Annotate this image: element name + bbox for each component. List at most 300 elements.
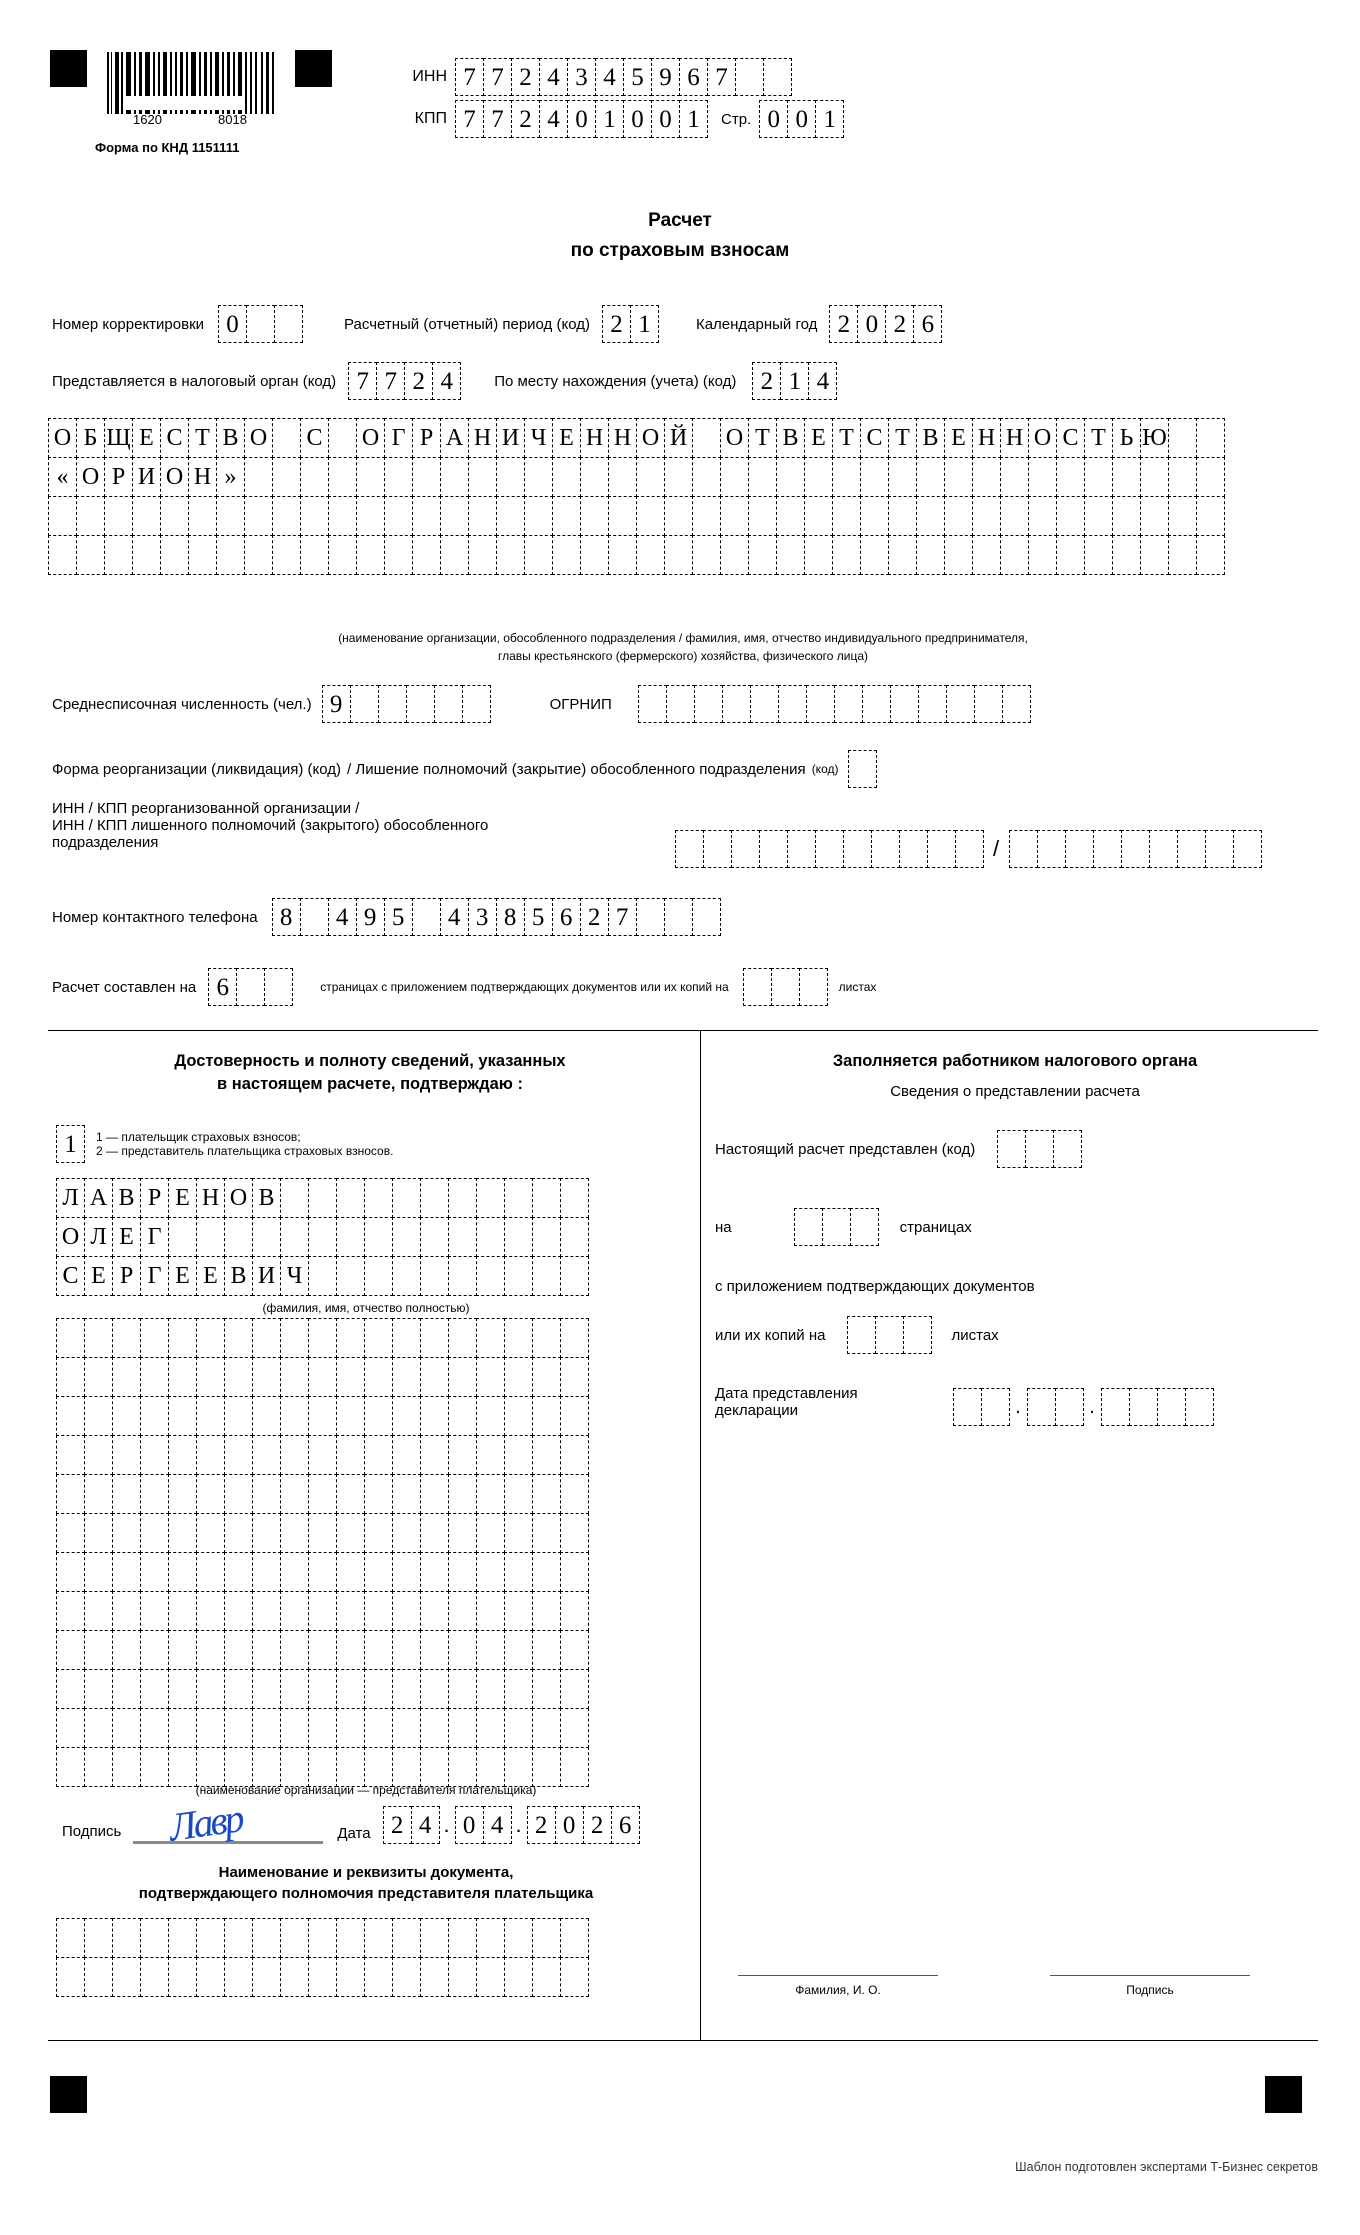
cell[interactable] (56, 1552, 85, 1592)
cell[interactable] (112, 1669, 141, 1709)
cell[interactable] (168, 1552, 197, 1592)
cell[interactable]: А (440, 418, 469, 458)
cell[interactable] (140, 1396, 169, 1436)
cell[interactable] (84, 1513, 113, 1553)
cell[interactable] (280, 1918, 309, 1958)
cell[interactable]: Л (84, 1217, 113, 1257)
cell[interactable] (364, 1957, 393, 1997)
cell[interactable]: О (720, 418, 749, 458)
cell[interactable]: 2 (583, 1806, 612, 1844)
cell[interactable] (272, 457, 301, 497)
cell[interactable] (84, 1747, 113, 1787)
cell[interactable] (196, 1396, 225, 1436)
cell[interactable] (532, 1435, 561, 1475)
cell[interactable] (336, 1747, 365, 1787)
cell[interactable] (56, 1357, 85, 1397)
cell[interactable] (76, 535, 105, 575)
cell[interactable] (997, 1130, 1026, 1168)
cell[interactable] (384, 457, 413, 497)
grid-row[interactable] (56, 1435, 588, 1475)
cell[interactable] (308, 1217, 337, 1257)
cell[interactable] (392, 1669, 421, 1709)
cell[interactable] (560, 1591, 589, 1631)
cell[interactable] (944, 496, 973, 536)
cell[interactable] (532, 1474, 561, 1514)
cell[interactable] (280, 1474, 309, 1514)
cell[interactable] (743, 968, 772, 1006)
cell[interactable]: 0 (218, 305, 247, 343)
cell[interactable] (140, 1957, 169, 1997)
cell[interactable]: 6 (679, 58, 708, 96)
cell[interactable] (1027, 1388, 1056, 1426)
cell[interactable] (875, 1316, 904, 1354)
cell[interactable] (224, 1747, 253, 1787)
cell[interactable] (112, 1630, 141, 1670)
grid-row[interactable] (56, 1552, 588, 1592)
cell[interactable] (244, 457, 273, 497)
cell[interactable]: 0 (555, 1806, 584, 1844)
cell[interactable] (196, 1357, 225, 1397)
cell[interactable] (448, 1474, 477, 1514)
cell[interactable] (252, 1357, 281, 1397)
cell[interactable] (168, 1513, 197, 1553)
kpp-field[interactable] (455, 100, 707, 138)
cell[interactable] (1168, 535, 1197, 575)
cell[interactable] (168, 1957, 197, 1997)
cell[interactable] (862, 685, 891, 723)
cell[interactable]: 8 (272, 898, 301, 936)
cell[interactable] (56, 1435, 85, 1475)
cell[interactable] (420, 1396, 449, 1436)
cell[interactable] (806, 685, 835, 723)
cell[interactable] (476, 1256, 505, 1296)
cell[interactable]: 4 (440, 898, 469, 936)
cell[interactable] (224, 1357, 253, 1397)
cell[interactable] (364, 1178, 393, 1218)
cell[interactable] (412, 496, 441, 536)
cell[interactable] (168, 1435, 197, 1475)
cell[interactable] (216, 496, 245, 536)
cell[interactable] (504, 1178, 533, 1218)
cell[interactable] (638, 685, 667, 723)
cell[interactable] (664, 457, 693, 497)
cell[interactable]: О (48, 418, 77, 458)
cell[interactable] (56, 1318, 85, 1358)
cell[interactable] (468, 457, 497, 497)
org-name-line-3[interactable] (48, 496, 1224, 536)
cell[interactable] (636, 496, 665, 536)
cell[interactable] (244, 535, 273, 575)
cell[interactable]: 8 (496, 898, 525, 936)
cell[interactable] (1233, 830, 1262, 868)
cell[interactable] (916, 535, 945, 575)
cell[interactable] (804, 496, 833, 536)
cell[interactable] (860, 535, 889, 575)
cell[interactable] (1185, 1388, 1214, 1426)
cell[interactable] (280, 1357, 309, 1397)
cell[interactable] (336, 1396, 365, 1436)
cell[interactable]: 1 (780, 362, 809, 400)
cell[interactable]: 2 (527, 1806, 556, 1844)
grid-row[interactable] (56, 1513, 588, 1553)
cell[interactable]: О (76, 457, 105, 497)
cell[interactable] (476, 1357, 505, 1397)
cell[interactable] (504, 1318, 533, 1358)
cell[interactable] (1196, 535, 1225, 575)
cell[interactable] (280, 1708, 309, 1748)
cell[interactable] (272, 535, 301, 575)
cell[interactable] (504, 1435, 533, 1475)
grid-row[interactable] (56, 1708, 588, 1748)
cell[interactable] (364, 1435, 393, 1475)
cell[interactable] (364, 1669, 393, 1709)
cell[interactable] (196, 1669, 225, 1709)
cell[interactable] (1025, 1130, 1054, 1168)
cell[interactable]: С (300, 418, 329, 458)
cell[interactable] (560, 1708, 589, 1748)
period-field[interactable] (602, 305, 658, 343)
cell[interactable]: Т (1084, 418, 1113, 458)
cell[interactable] (748, 457, 777, 497)
cell[interactable]: 2 (404, 362, 433, 400)
cell[interactable] (462, 685, 491, 723)
cell[interactable] (448, 1669, 477, 1709)
cell[interactable] (280, 1396, 309, 1436)
cell[interactable] (1196, 418, 1225, 458)
cell[interactable] (1000, 457, 1029, 497)
cell[interactable]: С (160, 418, 189, 458)
cell[interactable] (1129, 1388, 1158, 1426)
cell[interactable] (336, 1708, 365, 1748)
cell[interactable] (224, 1474, 253, 1514)
cell[interactable]: Е (168, 1178, 197, 1218)
cell[interactable] (196, 1435, 225, 1475)
cell[interactable] (1177, 830, 1206, 868)
cell[interactable] (504, 1513, 533, 1553)
cell[interactable] (1000, 535, 1029, 575)
cell[interactable] (1101, 1388, 1130, 1426)
cell[interactable] (972, 535, 1001, 575)
cell[interactable]: 3 (567, 58, 596, 96)
cell[interactable]: Т (188, 418, 217, 458)
cell[interactable]: В (224, 1256, 253, 1296)
cell[interactable] (692, 898, 721, 936)
cell[interactable] (720, 457, 749, 497)
cell[interactable]: Е (84, 1256, 113, 1296)
cell[interactable] (168, 1708, 197, 1748)
cell[interactable] (280, 1630, 309, 1670)
cell[interactable] (580, 457, 609, 497)
cell[interactable] (944, 535, 973, 575)
cell[interactable] (56, 1513, 85, 1553)
cell[interactable]: И (496, 418, 525, 458)
cell[interactable] (1168, 418, 1197, 458)
cell[interactable] (636, 535, 665, 575)
org-rep-block[interactable] (56, 1318, 588, 1787)
cell[interactable] (832, 535, 861, 575)
grid-row[interactable] (56, 1669, 588, 1709)
cell[interactable] (799, 968, 828, 1006)
cell[interactable] (476, 1435, 505, 1475)
cell[interactable] (560, 1957, 589, 1997)
cell[interactable] (196, 1918, 225, 1958)
cell[interactable] (496, 535, 525, 575)
cell[interactable]: 6 (913, 305, 942, 343)
cell[interactable] (692, 496, 721, 536)
cell[interactable] (168, 1747, 197, 1787)
cell[interactable] (364, 1396, 393, 1436)
cell[interactable] (476, 1918, 505, 1958)
cell[interactable] (694, 685, 723, 723)
cell[interactable] (476, 1217, 505, 1257)
cell[interactable] (532, 1747, 561, 1787)
cell[interactable] (392, 1918, 421, 1958)
cell[interactable] (776, 535, 805, 575)
cell[interactable]: 7 (608, 898, 637, 936)
cell[interactable] (476, 1747, 505, 1787)
cell[interactable] (692, 535, 721, 575)
cell[interactable] (560, 1217, 589, 1257)
cell[interactable] (140, 1591, 169, 1631)
cell[interactable] (532, 1357, 561, 1397)
cell[interactable] (252, 1591, 281, 1631)
cell[interactable]: Т (888, 418, 917, 458)
cell[interactable] (692, 418, 721, 458)
cell[interactable] (356, 496, 385, 536)
cell[interactable] (532, 1256, 561, 1296)
cell[interactable]: Е (552, 418, 581, 458)
cell[interactable] (224, 1957, 253, 1997)
cell[interactable]: 0 (787, 100, 816, 138)
cell[interactable] (420, 1474, 449, 1514)
cell[interactable] (336, 1957, 365, 1997)
cell[interactable] (384, 496, 413, 536)
cell[interactable] (420, 1591, 449, 1631)
cell[interactable] (112, 1474, 141, 1514)
cell[interactable] (1112, 535, 1141, 575)
cell[interactable] (84, 1957, 113, 1997)
cell[interactable] (532, 1630, 561, 1670)
cell[interactable]: О (224, 1178, 253, 1218)
cell[interactable] (328, 418, 357, 458)
cell[interactable] (972, 496, 1001, 536)
cell[interactable] (336, 1513, 365, 1553)
cell[interactable] (140, 1357, 169, 1397)
cell[interactable] (392, 1552, 421, 1592)
cell[interactable] (132, 496, 161, 536)
cell[interactable] (974, 685, 1003, 723)
cell[interactable] (76, 496, 105, 536)
cell[interactable] (504, 1630, 533, 1670)
cell[interactable] (476, 1396, 505, 1436)
org-name-line-4[interactable] (48, 535, 1224, 575)
cell[interactable] (1157, 1388, 1186, 1426)
cell[interactable] (468, 496, 497, 536)
cell[interactable] (1140, 496, 1169, 536)
tax-office-submitted-field[interactable] (997, 1130, 1081, 1168)
cell[interactable] (188, 496, 217, 536)
cell[interactable] (420, 1630, 449, 1670)
cell[interactable] (84, 1357, 113, 1397)
cell[interactable] (532, 1669, 561, 1709)
cell[interactable] (84, 1474, 113, 1514)
cell[interactable] (196, 1474, 225, 1514)
cell[interactable] (560, 1669, 589, 1709)
cell[interactable] (392, 1256, 421, 1296)
cell[interactable] (412, 457, 441, 497)
cell[interactable] (308, 1669, 337, 1709)
cell[interactable] (252, 1435, 281, 1475)
cell[interactable] (274, 305, 303, 343)
cell[interactable] (252, 1318, 281, 1358)
cell[interactable]: 9 (356, 898, 385, 936)
cell[interactable] (504, 1957, 533, 1997)
cell[interactable] (1084, 496, 1113, 536)
cell[interactable]: Р (104, 457, 133, 497)
cell[interactable]: 7 (483, 100, 512, 138)
cell[interactable]: С (1056, 418, 1085, 458)
cell[interactable]: 1 (56, 1125, 85, 1163)
cell[interactable] (140, 1435, 169, 1475)
cell[interactable] (168, 1918, 197, 1958)
cell[interactable] (140, 1513, 169, 1553)
cell[interactable]: 4 (808, 362, 837, 400)
cell[interactable]: 6 (552, 898, 581, 936)
cell[interactable] (666, 685, 695, 723)
cell[interactable] (84, 1708, 113, 1748)
cell[interactable] (1084, 535, 1113, 575)
cell[interactable]: 1 (595, 100, 624, 138)
cell[interactable] (560, 1918, 589, 1958)
cell[interactable] (350, 685, 379, 723)
cell[interactable]: Е (804, 418, 833, 458)
cell[interactable] (524, 457, 553, 497)
cell[interactable] (300, 535, 329, 575)
cell[interactable] (748, 496, 777, 536)
cell[interactable] (406, 685, 435, 723)
cell[interactable] (280, 1435, 309, 1475)
cell[interactable] (140, 1318, 169, 1358)
cell[interactable] (160, 535, 189, 575)
cell[interactable] (448, 1552, 477, 1592)
cell[interactable] (560, 1474, 589, 1514)
cell[interactable] (308, 1708, 337, 1748)
cell[interactable] (888, 535, 917, 575)
authority-doc-grid[interactable] (56, 1918, 588, 1997)
cell[interactable] (532, 1957, 561, 1997)
cell[interactable] (392, 1217, 421, 1257)
cell[interactable] (890, 685, 919, 723)
cell[interactable]: 2 (580, 898, 609, 936)
attachment-pages-field[interactable] (743, 968, 827, 1006)
cell[interactable] (420, 1318, 449, 1358)
cell[interactable] (731, 830, 760, 868)
cell[interactable] (56, 1669, 85, 1709)
cell[interactable] (504, 1217, 533, 1257)
cell[interactable] (84, 1552, 113, 1592)
cell[interactable] (188, 535, 217, 575)
cell[interactable] (1168, 496, 1197, 536)
cell[interactable] (448, 1513, 477, 1553)
cell[interactable] (252, 1669, 281, 1709)
cell[interactable] (1112, 457, 1141, 497)
cell[interactable]: В (916, 418, 945, 458)
cell[interactable]: Г (140, 1217, 169, 1257)
cell[interactable] (384, 535, 413, 575)
cell[interactable] (56, 1630, 85, 1670)
cell[interactable]: 9 (651, 58, 680, 96)
cell[interactable] (560, 1435, 589, 1475)
cell[interactable]: 4 (411, 1806, 440, 1844)
cell[interactable] (1149, 830, 1178, 868)
date-month-field[interactable] (455, 1806, 511, 1844)
ogrnip-field[interactable] (638, 685, 1030, 723)
year-field[interactable] (829, 305, 941, 343)
cell[interactable] (364, 1256, 393, 1296)
cell[interactable] (476, 1669, 505, 1709)
cell[interactable] (112, 1318, 141, 1358)
cell[interactable] (392, 1318, 421, 1358)
cell[interactable] (412, 535, 441, 575)
cell[interactable] (308, 1918, 337, 1958)
cell[interactable] (56, 1396, 85, 1436)
grid-row[interactable] (56, 1918, 588, 1958)
cell[interactable] (392, 1357, 421, 1397)
cell[interactable] (532, 1708, 561, 1748)
cell[interactable]: Н (1000, 418, 1029, 458)
cell[interactable] (336, 1591, 365, 1631)
cell[interactable] (364, 1708, 393, 1748)
cell[interactable] (776, 496, 805, 536)
cell[interactable] (420, 1178, 449, 1218)
cell[interactable] (1196, 496, 1225, 536)
cell[interactable]: Е (132, 418, 161, 458)
cell[interactable] (224, 1591, 253, 1631)
cell[interactable] (420, 1435, 449, 1475)
cell[interactable] (252, 1918, 281, 1958)
cell[interactable] (308, 1630, 337, 1670)
cell[interactable] (336, 1474, 365, 1514)
cell[interactable]: 7 (348, 362, 377, 400)
cell[interactable]: Г (140, 1256, 169, 1296)
grid-row[interactable] (56, 1318, 588, 1358)
cell[interactable] (1055, 1388, 1084, 1426)
cell[interactable] (524, 535, 553, 575)
cell[interactable] (504, 1669, 533, 1709)
cell[interactable] (336, 1357, 365, 1397)
fio-line-1[interactable] (56, 1178, 588, 1218)
cell[interactable] (392, 1513, 421, 1553)
cell[interactable] (252, 1747, 281, 1787)
cell[interactable] (364, 1918, 393, 1958)
cell[interactable]: 1 (630, 305, 659, 343)
cell[interactable] (504, 1747, 533, 1787)
cell[interactable] (308, 1396, 337, 1436)
cell[interactable] (1053, 1130, 1082, 1168)
cell[interactable] (336, 1918, 365, 1958)
date-day-field[interactable] (383, 1806, 439, 1844)
cell[interactable] (448, 1435, 477, 1475)
cell[interactable] (104, 535, 133, 575)
cell[interactable] (364, 1630, 393, 1670)
cell[interactable]: Ю (1140, 418, 1169, 458)
cell[interactable] (420, 1957, 449, 1997)
cell[interactable] (364, 1318, 393, 1358)
cell[interactable] (787, 830, 816, 868)
cell[interactable] (1056, 457, 1085, 497)
cell[interactable]: В (112, 1178, 141, 1218)
cell[interactable] (224, 1552, 253, 1592)
